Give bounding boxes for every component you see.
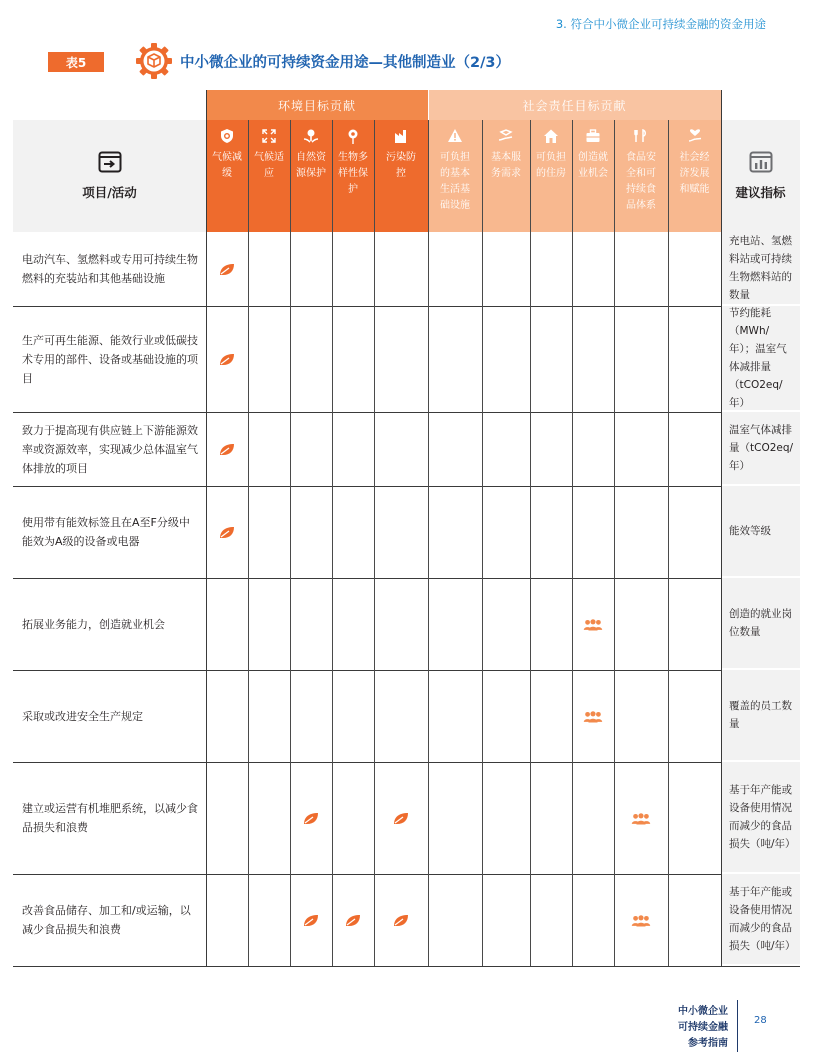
column-divider <box>668 120 669 966</box>
column-header-3 <box>290 120 332 232</box>
footer-line-3: 参考指南 <box>688 1038 728 1049</box>
section-title: 3. 符合中小微企业可持续金融的资金用途 <box>555 17 766 31</box>
column-header-label: 污染防控 <box>386 152 416 179</box>
row-metric-text: 覆盖的员工数量 <box>721 670 800 760</box>
project-column-label: 项目/活动 <box>82 185 137 200</box>
leaf-icon <box>392 913 410 927</box>
leaf-icon <box>218 352 236 366</box>
row-project-text: 电动汽车、氢燃料或专用可持续生物燃料的充装站和其他基础设施 <box>22 253 198 285</box>
row-project-text: 建立或运营有机堆肥系统，以减少食品损失和浪费 <box>22 802 198 834</box>
table-title: 中小微企业的可持续资金用途—其他制造业（2/3） <box>180 55 510 71</box>
column-header-label: 社会经济发展和赋能 <box>679 152 710 195</box>
leaf-icon <box>302 913 320 927</box>
row-metric-text: 温室气体减排量（tCO2eq/年） <box>721 412 800 484</box>
leaf-icon <box>302 811 320 825</box>
heart-hand-icon <box>687 128 703 144</box>
row-metric-text: 基于年产能或设备使用情况而减少的食品损失（吨/年） <box>721 874 800 964</box>
hand-service-icon <box>498 128 514 144</box>
group-social: 社会责任目标贡献 <box>428 90 721 120</box>
flower-icon <box>345 128 361 144</box>
column-divider <box>482 120 483 966</box>
factory-icon <box>393 128 409 144</box>
column-divider <box>614 120 615 966</box>
column-header-label: 生物多样性保护 <box>338 152 368 195</box>
leaf-icon <box>344 913 362 927</box>
column-header-9 <box>572 120 614 232</box>
column-divider <box>248 120 249 966</box>
metric-column-label: 建议指标 <box>735 185 786 200</box>
people-icon <box>582 618 604 631</box>
row-project-text: 致力于提高现有供应链上下游能源效率或资源效率，实现减少总体温室气体排放的项目 <box>22 423 198 475</box>
page-number: 28 <box>754 1015 767 1026</box>
column-header-5 <box>374 120 428 232</box>
leaf-icon <box>218 442 236 456</box>
column-header-8 <box>530 120 572 232</box>
column-header-6 <box>428 120 482 232</box>
column-header-4 <box>332 120 374 232</box>
footer-divider <box>737 1000 738 1052</box>
footer-line-2: 可持续金融 <box>678 1022 728 1033</box>
row-metric-text: 能效等级 <box>721 486 800 576</box>
footer-line-1: 中小微企业 <box>678 1006 728 1017</box>
shield-icon <box>219 128 235 144</box>
row-metric-text: 节约能耗（MWh/年）；温室气体减排量（tCO2eq/年） <box>721 306 800 410</box>
row-metric-text: 基于年产能或设备使用情况而减少的食品损失（吨/年） <box>721 762 800 872</box>
column-divider <box>290 120 291 966</box>
leaf-icon <box>392 811 410 825</box>
row-project-text: 改善食品储存、加工和/或运输，以减少食品损失和浪费 <box>22 904 191 936</box>
column-header-2 <box>248 120 290 232</box>
column-header-label: 自然资源保护 <box>296 152 326 179</box>
alert-icon <box>447 128 463 144</box>
column-header-label: 创造就业机会 <box>578 152 608 179</box>
row-project-text: 使用带有能效标签且在A至F分级中能效为A级的设备或电器 <box>22 516 190 548</box>
header-project <box>13 120 206 232</box>
column-divider <box>572 120 573 966</box>
column-header-label: 气候减缓 <box>212 152 242 179</box>
column-divider <box>374 120 375 966</box>
column-header-label: 可负担的基本生活基础设施 <box>440 152 470 211</box>
column-header-label: 气候适应 <box>254 152 284 179</box>
row-project-text: 采取或改进安全生产规定 <box>22 709 143 723</box>
column-header-10 <box>614 120 668 232</box>
people-icon <box>630 914 652 927</box>
briefcase-icon <box>585 128 601 144</box>
bar-chart-icon <box>749 151 773 173</box>
column-header-1 <box>206 120 248 232</box>
header-metric <box>721 120 800 232</box>
column-header-label: 基本服务需求 <box>491 152 521 179</box>
row-metric-text: 充电站、氢燃料站或可持续生物燃料站的数量 <box>721 232 800 304</box>
row-project-text: 拓展业务能力，创造就业机会 <box>22 617 165 631</box>
gear-box-icon <box>134 41 174 81</box>
column-divider <box>721 90 722 966</box>
column-header-11 <box>668 120 721 232</box>
expand-arrows-icon <box>261 128 277 144</box>
column-header-7 <box>482 120 530 232</box>
people-icon <box>630 812 652 825</box>
row-project-text: 生产可再生能源、能效行业或低碳技术专用的部件、设备或基础设施的项目 <box>22 333 198 385</box>
column-header-label: 可负担的住房 <box>536 152 566 179</box>
column-divider <box>428 120 429 966</box>
leaf-icon <box>218 525 236 539</box>
food-icon <box>633 128 649 144</box>
group-divider <box>428 90 429 120</box>
row-metric-text: 创造的就业岗位数量 <box>721 578 800 668</box>
footer-guide-name <box>640 1004 728 1052</box>
column-divider <box>332 120 333 966</box>
screen-arrow-icon <box>98 151 122 173</box>
column-header-label: 食品安全和可持续食品体系 <box>626 152 656 211</box>
people-icon <box>582 710 604 723</box>
row-divider <box>13 966 800 967</box>
column-divider <box>206 90 207 966</box>
hands-tree-icon <box>303 128 319 144</box>
group-environment: 环境目标贡献 <box>206 90 428 120</box>
leaf-icon <box>218 262 236 276</box>
table-tag: 表5 <box>48 52 104 72</box>
house-icon <box>543 128 559 144</box>
column-divider <box>530 120 531 966</box>
